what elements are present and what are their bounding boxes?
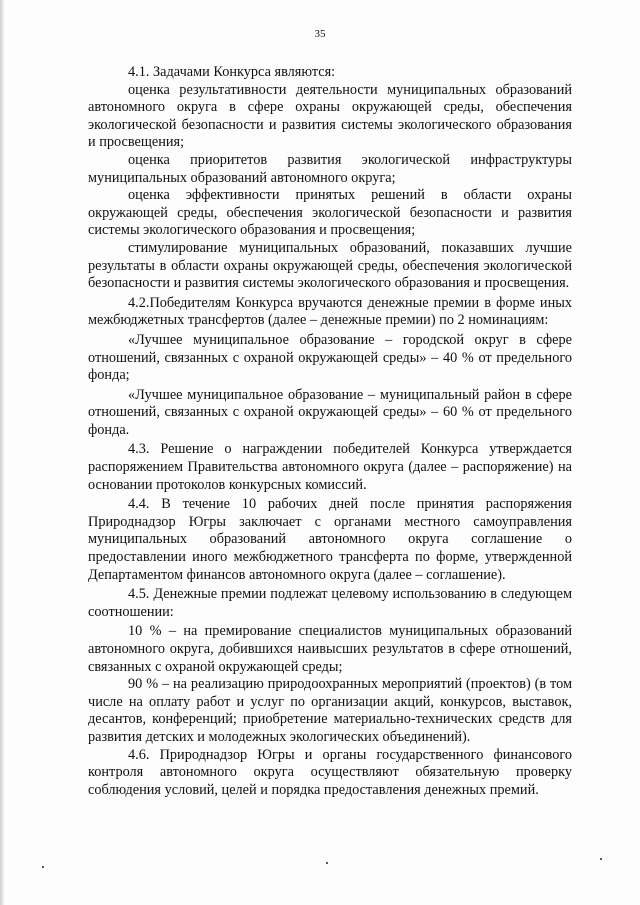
paragraph-task-4: стимулирование муниципальных образований, показавших лучшие результаты в области охраны окружающей среды, обеспечения экологической безопасности и развития системы экологического образования и просвещения. (88, 239, 572, 292)
paragraph-4-2: 4.2.Победителям Конкурса вручаются денежные премии в форме иных межбюджетных трансфертов (далее – денежные премии) по 2 номинациям: (88, 294, 572, 329)
page-number: 35 (314, 28, 326, 40)
paragraph-4-3: 4.3. Решение о награждении победителей Конкурса утверждается распоряжением Правительства автономного округа (далее – распоряжение) на основании протоколов конкурсных комиссий. (88, 441, 572, 493)
scan-edge (0, 0, 4, 905)
paragraph-task-1: оценка результативности деятельности муниципальных образований автономного округа в сфере охраны окружающей среды, обеспечения экологической безопасности и развития системы экологического образования и просвещения; (88, 81, 572, 151)
scan-speck (326, 862, 328, 864)
paragraph-task-2: оценка приоритетов развития экологической инфраструктуры муниципальных образований автономного округа; (88, 151, 572, 186)
paragraph-share-10: 10 % – на премирование специалистов муниципальных образований автономного округа, добившихся наивысших результатов в сфере отношений, связанных с охраной окружающей среды; (88, 623, 572, 675)
document-body (88, 64, 572, 799)
paragraph-share-90: 90 % – на реализацию природоохранных мероприятий (проектов) (в том числе на оплату работ и услуг по организации акций, конкурсов, выставок, десантов, конференций; приобретение материально-технических средств для развития детских и молодежных экологических объединений). (88, 676, 572, 745)
paragraph-4-1: 4.1. Задачами Конкурса являются: (128, 64, 336, 80)
paragraph-nomination-1: «Лучшее муниципальное образование – городской округ в сфере отношений, связанных с охраной окружающей среды» – 40 % от предельного фонда; (88, 331, 572, 384)
paragraph-4-4: 4.4. В течение 10 рабочих дней после принятия распоряжения Природнадзор Югры заключает с органами местного самоуправления муниципальных образований автономного округа соглашение о предоставлении иного межбюджетного трансферта по форме, утвержденной Департаментом финансов автономного округа (далее – соглашение). (88, 496, 572, 583)
paragraph-4-6: 4.6. Природнадзор Югры и органы государственного финансового контроля автономного округа осуществляют обязательную проверку соблюдения условий, целей и порядка предоставления денежных премий. (88, 746, 572, 798)
scan-speck (600, 858, 602, 860)
paragraph-4-5: 4.5. Денежные премии подлежат целевому использованию в следующем соотношении: (88, 586, 572, 620)
paragraph-task-3: оценка эффективности принятых решений в области охраны окружающей среды, обеспечения экологической безопасности и развития системы экологического образования и просвещения; (88, 187, 572, 239)
paragraph-nomination-2: «Лучшее муниципальное образование – муниципальный район в сфере отношений, связанных с охраной окружающей среды» – 60 % от предельного фонда. (88, 386, 572, 438)
scan-speck (42, 866, 44, 868)
